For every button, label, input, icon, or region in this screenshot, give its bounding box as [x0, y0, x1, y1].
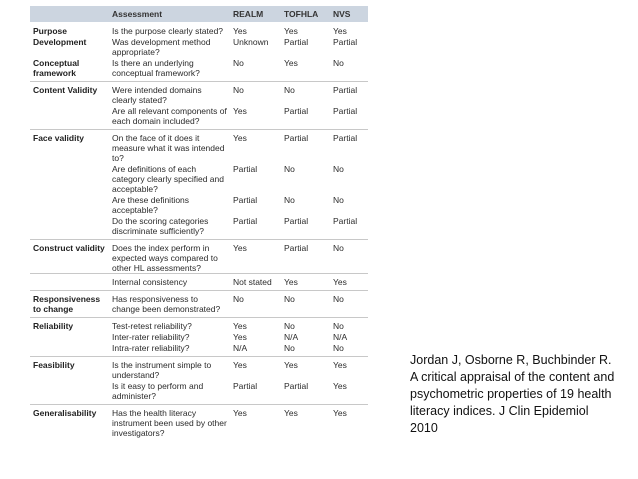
nvs-cell: N/A — [333, 332, 348, 342]
tofhla-cell: Yes — [284, 26, 298, 36]
realm-cell: Partial — [233, 216, 258, 226]
table-row — [30, 57, 368, 82]
realm-cell: Yes — [233, 26, 247, 36]
realm-cell: Yes — [230, 130, 281, 164]
table-row — [30, 82, 368, 106]
tofhla-cell: Yes — [281, 274, 330, 291]
table-row — [30, 291, 368, 318]
nvs-cell: No — [333, 343, 344, 353]
nvs-cell: Partial — [330, 82, 368, 106]
realm-cell: Yes — [233, 106, 247, 116]
criterion-cell — [30, 105, 109, 130]
criterion-cell: Content Validity — [30, 82, 109, 106]
header-nvs: NVS — [333, 9, 351, 19]
nvs-cell: Yes — [333, 26, 347, 36]
table-row — [30, 331, 368, 342]
nvs-cell: Yes — [330, 274, 368, 291]
nvs-cell: No — [330, 291, 368, 318]
question-cell: Is it easy to perform and administer? — [112, 381, 204, 401]
tofhla-cell: No — [284, 164, 295, 174]
question-cell: Were intended domains clearly stated? — [109, 82, 230, 106]
nvs-cell: No — [333, 195, 344, 205]
tofhla-cell: No — [284, 343, 295, 353]
question-cell: Internal consistency — [109, 274, 230, 291]
header-criterion — [30, 6, 109, 22]
question-cell: Are these definitions acceptable? — [112, 195, 190, 215]
realm-cell: Partial — [233, 164, 258, 174]
realm-cell: N/A — [233, 343, 248, 353]
question-cell: On the face of it does it measure what it was intended to? — [109, 130, 230, 164]
nvs-cell: Yes — [330, 405, 368, 439]
tofhla-cell: Partial — [281, 130, 330, 164]
nvs-cell: Partial — [330, 130, 368, 164]
tofhla-cell: N/A — [284, 332, 299, 342]
nvs-cell: No — [333, 164, 344, 174]
nvs-cell: No — [330, 318, 368, 332]
assessment-table — [30, 6, 368, 438]
criterion-cell — [30, 194, 109, 215]
table-row — [30, 105, 368, 130]
header-tofhla: TOFHLA — [284, 9, 319, 19]
realm-cell: No — [233, 58, 244, 68]
question-cell: Intra-rater reliability? — [112, 343, 190, 353]
question-cell: Are all relevant components of each domain included? — [112, 106, 227, 126]
nvs-cell: Partial — [333, 216, 358, 226]
tofhla-cell: Yes — [284, 58, 298, 68]
question-cell: Are definitions of each category clearly specified and acceptable? — [112, 164, 224, 194]
realm-cell: Yes — [230, 318, 281, 332]
criterion-cell — [30, 331, 109, 342]
realm-cell: Yes — [233, 332, 247, 342]
table-row — [30, 405, 368, 439]
nvs-cell: Partial — [333, 37, 358, 47]
assessment-table-container — [30, 6, 368, 438]
realm-cell: Unknown — [233, 37, 269, 47]
realm-cell: Partial — [233, 381, 258, 391]
nvs-cell: Partial — [333, 106, 358, 116]
table-row — [30, 342, 368, 357]
table-row — [30, 22, 368, 36]
realm-cell: Partial — [233, 195, 258, 205]
realm-cell: Not stated — [230, 274, 281, 291]
header-assessment: Assessment — [112, 9, 163, 19]
criterion-cell — [30, 274, 109, 291]
realm-cell: No — [230, 82, 281, 106]
table-row — [30, 318, 368, 332]
question-cell: Has the health literacy instrument been used by other investigators? — [109, 405, 230, 439]
criterion-cell — [30, 342, 109, 357]
table-row — [30, 274, 368, 291]
table-row — [30, 163, 368, 194]
criterion-cell: Reliability — [30, 318, 109, 332]
table-row — [30, 130, 368, 164]
realm-cell: Yes — [230, 405, 281, 439]
tofhla-cell: Partial — [284, 381, 309, 391]
criterion-cell: Face validity — [30, 130, 109, 164]
tofhla-cell: Yes — [281, 405, 330, 439]
question-cell: Inter-rater reliability? — [112, 332, 190, 342]
question-cell: Test-retest reliability? — [109, 318, 230, 332]
criterion-cell: Development — [33, 37, 87, 47]
tofhla-cell: No — [281, 291, 330, 318]
tofhla-cell: Partial — [284, 37, 309, 47]
tofhla-cell: Partial — [284, 106, 309, 116]
criterion-cell: Construct validity — [30, 240, 109, 274]
table-body — [30, 22, 368, 438]
tofhla-cell: No — [284, 195, 295, 205]
table-row — [30, 215, 368, 240]
question-cell: Is the instrument simple to understand? — [109, 357, 230, 381]
criterion-cell — [30, 215, 109, 240]
criterion-cell: Purpose — [33, 26, 68, 36]
nvs-cell: No — [330, 240, 368, 274]
tofhla-cell: Yes — [281, 357, 330, 381]
tofhla-cell: Partial — [281, 240, 330, 274]
realm-cell: Yes — [230, 240, 281, 274]
criterion-cell: Feasibility — [30, 357, 109, 381]
table-row — [30, 357, 368, 381]
criterion-cell: Conceptual framework — [33, 58, 80, 78]
table-row — [30, 240, 368, 274]
criterion-cell — [30, 380, 109, 405]
realm-cell: No — [230, 291, 281, 318]
criterion-cell: Generalisability — [30, 405, 109, 439]
table-row — [30, 36, 368, 57]
question-cell: Was development method appropriate? — [112, 37, 211, 57]
tofhla-cell: No — [281, 82, 330, 106]
table-row — [30, 194, 368, 215]
table-row — [30, 380, 368, 405]
nvs-cell: Yes — [333, 381, 347, 391]
realm-cell: Yes — [230, 357, 281, 381]
criterion-cell — [30, 163, 109, 194]
table-header — [30, 6, 368, 22]
tofhla-cell: No — [281, 318, 330, 332]
question-cell: Is the purpose clearly stated? — [112, 26, 224, 36]
criterion-cell: Responsiveness to change — [30, 291, 109, 318]
nvs-cell: No — [333, 58, 344, 68]
tofhla-cell: Partial — [284, 216, 309, 226]
question-cell: Do the scoring categories discriminate sufficiently? — [112, 216, 209, 236]
question-cell: Does the index perform in expected ways compared to other HL assessments? — [109, 240, 230, 274]
header-row — [30, 6, 368, 22]
header-realm: REALM — [233, 9, 264, 19]
question-cell: Has responsiveness to change been demonstrated? — [109, 291, 230, 318]
citation-text: Jordan J, Osborne R, Buchbinder R. A critical appraisal of the content and psychometric properties of 19 health literacy indices. J Clin Epidemiol 2010 — [410, 353, 615, 435]
nvs-cell: Yes — [330, 357, 368, 381]
question-cell: Is there an underlying conceptual framework? — [112, 58, 200, 78]
